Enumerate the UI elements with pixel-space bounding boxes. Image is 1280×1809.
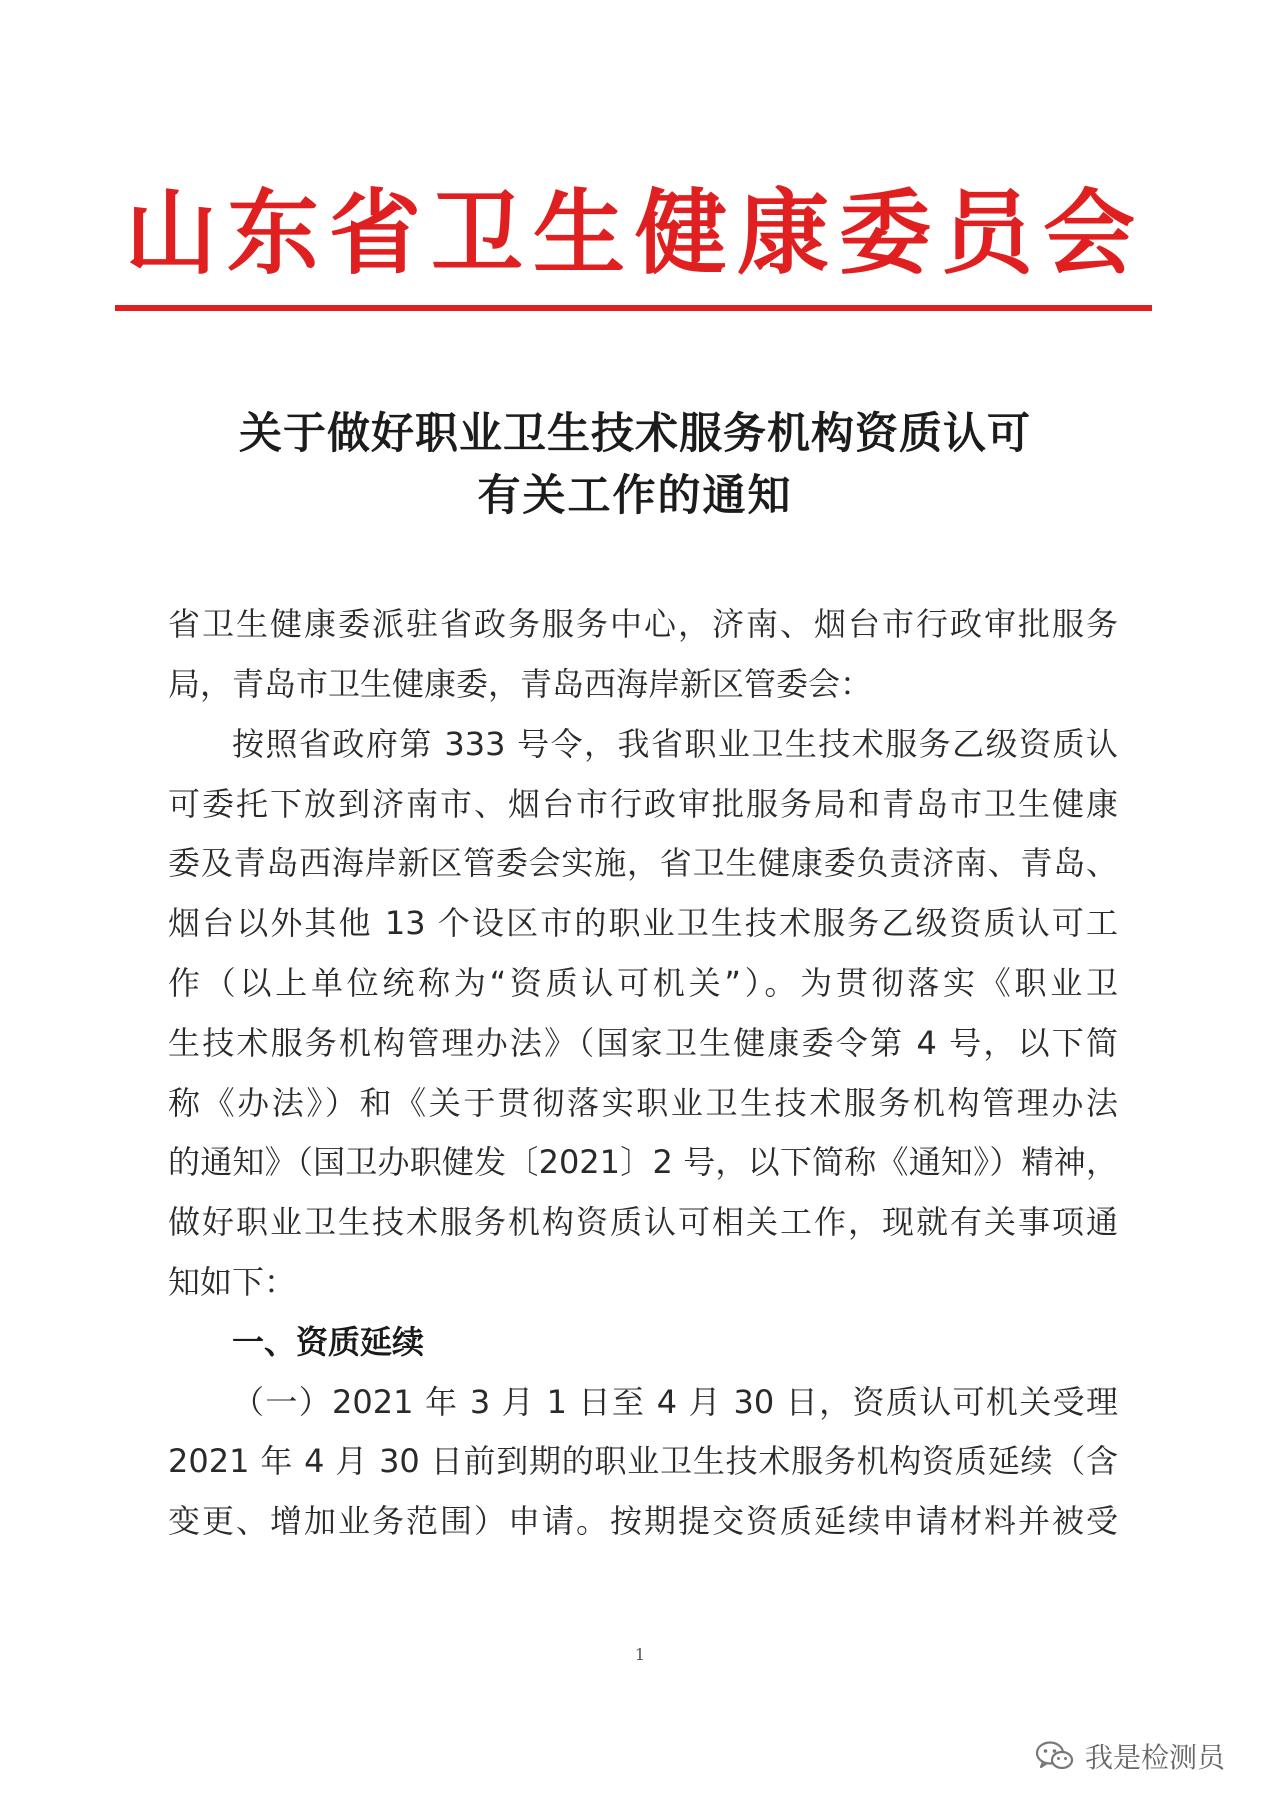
page-number: 1 [634,1645,646,1664]
body-line: 可委托下放到济南市、烟台市行政审批服务局和青岛市卫生健康 [168,785,1118,823]
body-line: 局，青岛市卫生健康委，青岛西海岸新区管委会： [168,665,873,703]
body-line: 烟台以外其他 13 个设区市的职业卫生技术服务乙级资质认可工 [168,904,1118,942]
letterhead-org-name: 山东省卫生健康委员会 [124,180,1145,287]
letterhead-red-rule [115,305,1152,311]
body-line: 做好职业卫生技术服务机构资质认可相关工作，现就有关事项通 [168,1203,1118,1241]
document-title-line-2: 有关工作的通知 [477,471,793,521]
body-line: （一）2021 年 3 月 1 日至 4 月 30 日，资质认可机关受理 [232,1383,1118,1421]
body-line: 2021 年 4 月 30 日前到期的职业卫生技术服务机构资质延续（含 [168,1442,1118,1480]
body-line: 知如下： [168,1263,297,1301]
body-line: 委及青岛西海岸新区管委会实施，省卫生健康委负责济南、青岛、 [168,844,1118,882]
body-line: 按照省政府第 333 号令，我省职业卫生技术服务乙级资质认 [232,725,1118,763]
body-line: 变更、增加业务范围）申请。按期提交资质延续申请材料并被受 [168,1502,1118,1540]
body-line: 作（以上单位统称为“资质认可机关”）。为贯彻落实《职业卫 [168,964,1118,1002]
body-line: 省卫生健康委派驻省政务服务中心，济南、烟台市行政审批服务 [168,605,1118,643]
body-line: 生技术服务机构管理办法》（国家卫生健康委令第 4 号，以下简 [168,1024,1118,1062]
watermark-text: 我是检测员 [1085,1741,1226,1774]
body-line: 称《办法》）和《关于贯彻落实职业卫生技术服务机构管理办法 [168,1084,1118,1122]
document-title-line-1: 关于做好职业卫生技术服务机构资质认可 [239,409,1031,459]
section-heading: 一、资质延续 [232,1323,425,1361]
wechat-watermark [1035,1736,1225,1776]
wechat-icon [1035,1740,1075,1772]
body-line: 的通知》（国卫办职健发〔2021〕2 号，以下简称《通知》）精神， [168,1143,1118,1181]
